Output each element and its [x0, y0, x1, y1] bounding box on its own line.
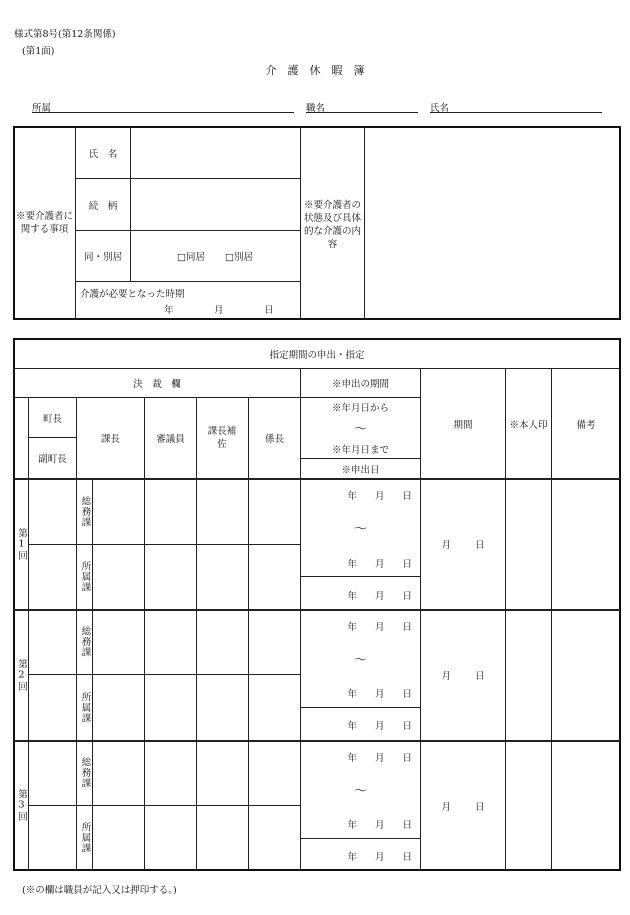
round-3-to-date: 年 月 日 [347, 820, 412, 831]
deputy-mayor-label: 副町長 [38, 454, 67, 465]
tilde-label: ～ [353, 421, 367, 437]
form-side: (第1面) [22, 46, 55, 57]
designation-title: 指定期間の申出・指定 [269, 349, 365, 361]
name-field[interactable] [430, 100, 602, 113]
care-onset-label: 介護が必要となった時期 [80, 289, 185, 300]
decision-label: 決 裁 欄 [133, 379, 181, 390]
mayor-label: 町長 [42, 413, 62, 425]
round-3-label: 第3回 [16, 789, 27, 822]
care-relation-label: 続 柄 [88, 200, 118, 212]
section-chief-label: 課長 [100, 434, 120, 445]
round-3-affiliated-section: 所属課 [79, 822, 91, 854]
request-date-label: ※申出日 [341, 464, 380, 476]
living-together-checkbox[interactable]: □同居 [177, 252, 205, 263]
care-condition-field[interactable] [365, 128, 619, 318]
round-2-from-date: 年 月 日 [347, 622, 412, 633]
round-1-tilde: ～ [353, 521, 367, 537]
round-1-request-date: 年 月 日 [347, 591, 412, 602]
seal-label: ※本人印 [509, 419, 548, 431]
page-title: 介 護 休 暇 簿 [265, 64, 365, 77]
name-label: 氏名 [430, 103, 450, 114]
round-2-tilde: ～ [353, 652, 367, 668]
round-3-general-affairs: 総務課 [79, 757, 91, 789]
living-separate-checkbox[interactable]: □別居 [225, 252, 253, 263]
care-section-label: ※要介護者に関する事項 [15, 211, 73, 235]
to-date-label: ※年月日まで [331, 444, 389, 456]
onset-year: 年 [164, 305, 174, 316]
round-1-from-date: 年 月 日 [347, 491, 412, 502]
position-label: 職名 [306, 103, 326, 114]
round-1-to-date: 年 月 日 [347, 559, 412, 570]
request-period-label: ※申出の期間 [331, 379, 389, 390]
round-3-tilde: ～ [353, 783, 367, 799]
round-1-general-affairs: 総務課 [79, 495, 91, 528]
subsection-chief-label: 係長 [264, 434, 284, 445]
round-1-period: 月 日 [441, 540, 485, 551]
round-3-period: 月 日 [441, 801, 485, 813]
round-2-label: 第2回 [16, 658, 27, 692]
onset-day: 日 [264, 305, 274, 316]
onset-month: 月 [214, 305, 224, 316]
care-living-label: 同・別居 [83, 252, 122, 263]
from-date-label: ※年月日から [331, 402, 389, 414]
round-2-general-affairs: 総務課 [79, 626, 91, 658]
care-name-field[interactable] [131, 128, 299, 178]
round-3-from-date: 年 月 日 [347, 753, 412, 764]
round-2-period: 月 日 [441, 671, 485, 682]
round-2-to-date: 年 月 日 [347, 689, 412, 700]
form-number: 様式第8号(第12条関係) [14, 29, 116, 40]
footer-note: (※の欄は職員が記入又は押印する。) [22, 885, 177, 896]
care-relation-field[interactable] [131, 179, 299, 230]
care-condition-label: ※要介護者の状態及び具体的な介護の内容 [303, 200, 361, 250]
round-1-affiliated-section: 所属課 [79, 561, 91, 593]
round-2-affiliated-section: 所属課 [79, 691, 91, 724]
care-name-label: 氏 名 [88, 149, 118, 160]
affiliation-field[interactable] [32, 100, 294, 113]
position-field[interactable] [306, 100, 418, 113]
round-2-request-date: 年 月 日 [347, 721, 412, 732]
round-1-label: 第1回 [16, 527, 27, 561]
affiliation-label: 所属 [32, 103, 52, 114]
remarks-label: 備考 [576, 419, 596, 431]
period-label: 期間 [453, 419, 473, 431]
councilor-label: 審議員 [156, 434, 185, 445]
assistant-chief-label: 課長補佐 [207, 426, 237, 450]
round-3-request-date: 年 月 日 [347, 852, 412, 863]
